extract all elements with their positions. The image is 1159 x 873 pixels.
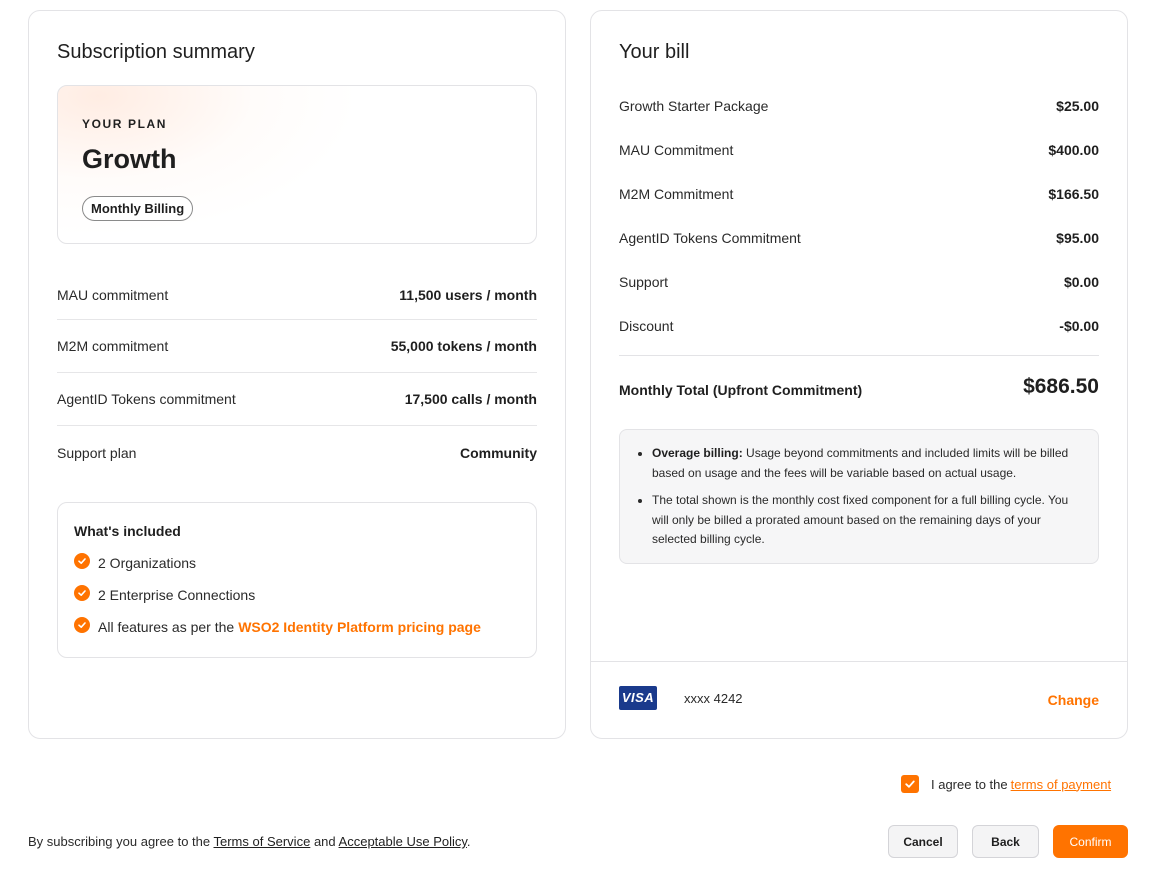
bill-line <box>619 315 1099 359</box>
bill-line-label: Growth Starter Package <box>619 98 769 114</box>
check-circle-icon <box>74 617 90 633</box>
bill-line <box>619 95 1099 139</box>
check-circle-icon <box>74 553 90 569</box>
included-item-text: 2 Organizations <box>98 555 197 571</box>
subscription-summary-card <box>28 10 566 739</box>
bill-line-value: -$0.00 <box>1059 318 1099 334</box>
commitment-label: AgentID Tokens commitment <box>57 391 236 407</box>
commitment-value: Community <box>460 444 537 461</box>
overage-text: Usage beyond commitments and included limits will be billed based on usage and the fees will be variable based on actual usage. <box>652 446 1069 480</box>
terms-agreement <box>901 775 1111 793</box>
commitment-value: 17,500 calls / month <box>404 391 537 407</box>
commitment-row-support <box>57 426 537 479</box>
bill-line-value: $95.00 <box>1056 230 1099 246</box>
plan-box <box>57 85 537 244</box>
included-item <box>74 587 255 603</box>
acceptable-use-policy-link[interactable]: Acceptable Use Policy <box>338 834 467 849</box>
bill-line-label: MAU Commitment <box>619 142 734 158</box>
bill-line-label: M2M Commitment <box>619 186 734 202</box>
visa-card-icon: VISA <box>619 686 657 710</box>
included-item <box>74 555 196 571</box>
check-circle-icon <box>74 585 90 601</box>
bill-title: Your bill <box>619 41 690 63</box>
included-item-text: 2 Enterprise Connections <box>98 587 256 603</box>
bill-line-value: $25.00 <box>1056 98 1099 114</box>
total-label: Monthly Total (Upfront Commitment) <box>619 382 863 398</box>
terms-of-payment-link[interactable]: terms of payment <box>1010 776 1112 792</box>
agree-text: I agree to the <box>931 776 1008 792</box>
footer-suffix: . <box>466 834 471 849</box>
commitment-value: 55,000 tokens / month <box>390 338 537 354</box>
commitment-row-agentid <box>57 373 537 426</box>
bill-line-value: $166.50 <box>1048 186 1099 202</box>
billing-badge: Monthly Billing <box>82 196 193 221</box>
bill-line <box>619 227 1099 271</box>
back-button[interactable]: Back <box>972 825 1039 858</box>
bill-line-label: Support <box>619 274 669 290</box>
bill-card <box>590 10 1128 739</box>
whats-included-box <box>57 502 537 658</box>
notice-prorate: • The total shown is the monthly cost fixed component for a full billing cycle. You will only be billed a prorated amount based on the remaining days of your selected billing cycle. <box>652 491 1082 550</box>
included-item-text: All features as per the <box>98 619 235 635</box>
footer-prefix: By subscribing you agree to the <box>28 834 211 849</box>
billing-notice <box>619 429 1099 564</box>
plan-name: Growth <box>82 144 177 174</box>
bill-line-label: Discount <box>619 318 674 334</box>
agree-checkbox[interactable] <box>901 775 919 793</box>
summary-title: Subscription summary <box>57 41 255 63</box>
footer-and: and <box>313 834 336 849</box>
bill-line-value: $0.00 <box>1063 274 1099 290</box>
bill-line-label: AgentID Tokens Commitment <box>619 230 801 246</box>
bill-line-list <box>619 95 1099 359</box>
card-number: xxxx 4242 <box>684 691 743 706</box>
terms-of-service-link[interactable]: Terms of Service <box>213 834 311 849</box>
total-value: $686.50 <box>1023 375 1099 398</box>
confirm-button[interactable]: Confirm <box>1053 825 1128 858</box>
bill-line <box>619 183 1099 227</box>
overage-title: Overage billing: <box>652 446 743 460</box>
bill-divider <box>619 355 1099 356</box>
bill-line <box>619 271 1099 315</box>
included-title: What's included <box>74 523 181 539</box>
commitment-value: 11,500 users / month <box>399 287 537 303</box>
commitment-label: M2M commitment <box>57 338 169 354</box>
commitment-label: Support plan <box>57 444 137 461</box>
footer-legal <box>28 834 471 849</box>
commitment-row-mau <box>57 277 537 320</box>
commitment-label: MAU commitment <box>57 287 169 303</box>
bill-line <box>619 139 1099 183</box>
pricing-page-link[interactable]: WSO2 Identity Platform pricing page <box>238 619 481 635</box>
bill-line-value: $400.00 <box>1048 142 1099 158</box>
commitment-row-m2m <box>57 320 537 373</box>
payment-divider <box>591 661 1127 662</box>
plan-label: YOUR PLAN <box>82 117 168 131</box>
checkmark-icon <box>904 778 916 790</box>
commitment-list <box>57 277 537 479</box>
included-item <box>74 619 481 635</box>
change-payment-button[interactable]: Change <box>1047 692 1099 708</box>
notice-overage <box>652 444 1082 483</box>
cancel-button[interactable]: Cancel <box>888 825 958 858</box>
